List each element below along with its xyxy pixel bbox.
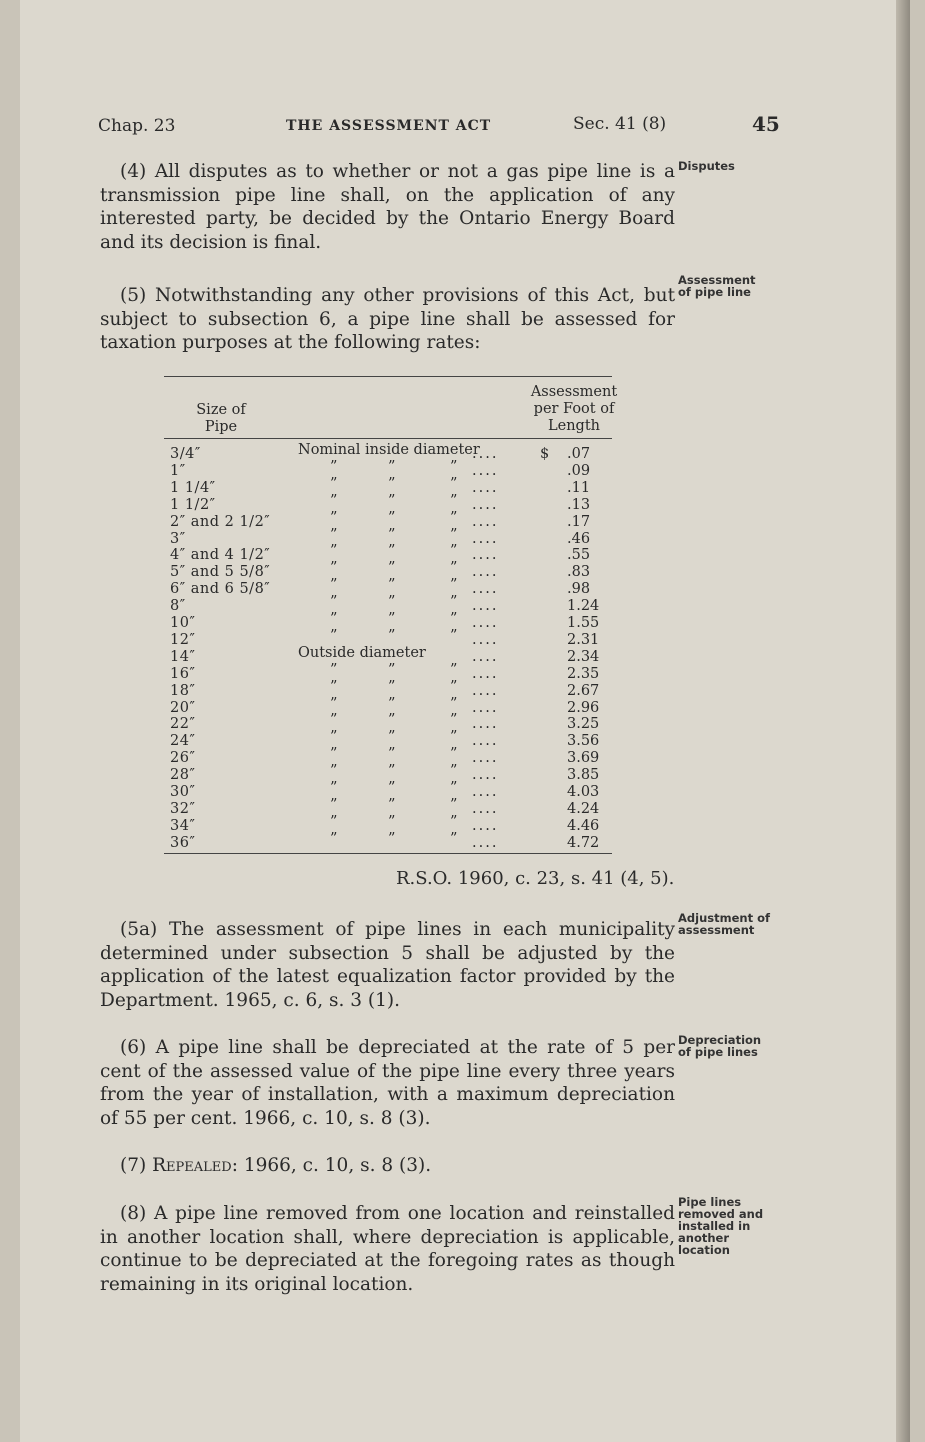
assessment-rate: 4.24 <box>567 800 600 817</box>
ditto-mark: ” <box>388 492 396 509</box>
ditto-mark: ” <box>330 458 338 475</box>
ditto-mark: ” <box>388 712 396 729</box>
pipe-size: 20″ <box>170 699 196 716</box>
statute-citation: R.S.O. 1960, c. 23, s. 41 (4, 5). <box>396 868 675 889</box>
pipe-size: 36″ <box>170 834 196 851</box>
leader-dots: .... <box>472 564 499 581</box>
ditto-mark: ” <box>330 509 338 526</box>
leader-dots: .... <box>472 530 499 547</box>
ditto-mark: ” <box>330 830 338 847</box>
ditto-mark: ” <box>450 611 458 627</box>
ditto-mark: ” <box>330 543 338 560</box>
paragraph-7-citation: : 1966, c. 10, s. 8 (3). <box>231 1155 432 1176</box>
repealed-label: Repealed <box>152 1155 232 1176</box>
ditto-mark: ” <box>388 627 396 644</box>
pipe-size: 8″ <box>170 598 186 615</box>
ditto-mark: ” <box>388 526 396 543</box>
ditto-mark: ” <box>388 475 396 492</box>
leader-dots: .... <box>472 716 499 733</box>
paragraph-8: (8) A pipe line removed from one location and reinstalled in another location shall, where depreciation is applicable, continue to be depreciated at the foregoing rates as though remaining in its original location. <box>100 1203 675 1295</box>
ditto-mark: ” <box>388 830 396 847</box>
table-rule-top <box>164 376 612 377</box>
ditto-mark: ” <box>388 611 396 627</box>
paragraph-4: (4) All disputes as to whether or not a gas pipe line is a transmission pipe line shall, on the application of any interested party, be decided by the Ontario Energy Board and its decision is final. <box>100 161 675 253</box>
table-rule-header <box>164 438 612 439</box>
ditto-mark: ” <box>330 780 338 796</box>
assessment-rate: .17 <box>567 513 591 530</box>
ditto-mark: ” <box>330 729 338 746</box>
pipe-size: 3″ <box>170 530 186 547</box>
pipe-size: 1 1/4″ <box>170 479 216 496</box>
page-edge <box>896 0 910 1442</box>
pipe-size: 34″ <box>170 817 196 834</box>
ditto-mark: ” <box>330 560 338 577</box>
ditto-mark: ” <box>388 729 396 746</box>
ditto-mark: ” <box>330 577 338 594</box>
nominal-diameter-label: Nominal inside diameter <box>298 442 480 458</box>
assessment-rate: .83 <box>567 564 591 581</box>
assessment-rate: 3.25 <box>567 716 600 733</box>
pipe-size: 32″ <box>170 800 196 817</box>
ditto-mark: ” <box>388 796 396 813</box>
pipe-size: 24″ <box>170 733 196 750</box>
pipe-size: 14″ <box>170 648 196 665</box>
ditto-mark: ” <box>388 678 396 695</box>
pipe-size: 4″ and 4 1/2″ <box>170 547 271 564</box>
assessment-rate: .13 <box>567 496 591 513</box>
ditto-mark: ” <box>330 661 338 678</box>
ditto-mark: ” <box>450 594 458 611</box>
ditto-mark: ” <box>450 695 458 712</box>
pipe-size: 28″ <box>170 767 196 784</box>
assessment-rate: .07 <box>567 446 591 462</box>
ditto-mark: ” <box>388 813 396 830</box>
ditto-mark: ” <box>450 509 458 526</box>
ditto-mark: ” <box>330 526 338 543</box>
pipe-size: 22″ <box>170 716 196 733</box>
table-row <box>170 830 610 851</box>
ditto-mark: ” <box>450 746 458 763</box>
leader-dots: .... <box>472 547 499 564</box>
ditto-mark: ” <box>388 458 396 475</box>
ditto-mark: ” <box>330 594 338 611</box>
ditto-mark: ” <box>330 492 338 509</box>
dollar-sign: $ <box>540 446 550 462</box>
ditto-mark: ” <box>388 661 396 678</box>
ditto-mark: ” <box>450 678 458 695</box>
leader-dots: .... <box>472 513 499 530</box>
assessment-column-header: Assessment per Foot of Length <box>530 384 618 434</box>
assessment-rate: .09 <box>567 462 591 479</box>
paragraph-5: (5) Notwithstanding any other provisions of this Act, but subject to subsection 6, a pipe line shall be assessed for taxation purposes at the following rates: <box>100 285 675 353</box>
ditto-mark: ” <box>450 712 458 729</box>
chapter-label: Chap. 23 <box>98 116 176 136</box>
ditto-mark: ” <box>450 526 458 543</box>
margin-note-disputes: Disputes <box>678 159 735 173</box>
ditto-mark: ” <box>450 492 458 509</box>
pipe-size: 3/4″ <box>170 446 201 462</box>
leader-dots: .... <box>472 750 499 767</box>
assessment-rate: 3.56 <box>567 733 600 750</box>
ditto-mark: ” <box>450 661 458 678</box>
ditto-mark: ” <box>388 594 396 611</box>
ditto-mark: ” <box>388 560 396 577</box>
leader-dots: .... <box>472 784 499 800</box>
leader-dots: .... <box>472 665 499 682</box>
pipe-size: 18″ <box>170 682 196 699</box>
ditto-mark: ” <box>388 543 396 560</box>
assessment-rate: 4.46 <box>567 817 600 834</box>
ditto-mark: ” <box>388 695 396 712</box>
ditto-mark: ” <box>330 712 338 729</box>
ditto-mark: ” <box>388 577 396 594</box>
assessment-rate: 4.72 <box>567 834 600 851</box>
ditto-mark: ” <box>388 763 396 780</box>
margin-note-adjustment: Adjustment of assessment <box>678 911 770 937</box>
assessment-rate: .55 <box>567 547 591 564</box>
page-number: 45 <box>752 112 780 136</box>
leader-dots: .... <box>472 800 499 817</box>
ditto-mark: ” <box>330 695 338 712</box>
assessment-rate: .98 <box>567 581 591 598</box>
pipe-size: 16″ <box>170 665 196 682</box>
ditto-mark: ” <box>450 763 458 780</box>
leader-dots: .... <box>472 496 499 513</box>
assessment-rate: 2.31 <box>567 631 600 648</box>
paragraph-7-number: (7) <box>120 1155 147 1176</box>
assessment-rate: .46 <box>567 530 591 547</box>
leader-dots: .... <box>472 631 499 648</box>
ditto-mark: ” <box>450 543 458 560</box>
ditto-mark: ” <box>450 475 458 492</box>
ditto-mark: ” <box>388 780 396 796</box>
running-header <box>98 112 778 142</box>
pipe-size: 1″ <box>170 462 186 479</box>
leader-dots: .... <box>472 446 499 462</box>
ditto-mark: ” <box>450 458 458 475</box>
leader-dots: .... <box>472 682 499 699</box>
ditto-mark: ” <box>450 577 458 594</box>
outside-diameter-label: Outside diameter <box>298 644 426 661</box>
paragraph-7 <box>100 1154 675 1178</box>
leader-dots: .... <box>472 598 499 615</box>
ditto-mark: ” <box>450 796 458 813</box>
pipe-size: 26″ <box>170 750 196 767</box>
ditto-mark: ” <box>330 627 338 644</box>
ditto-mark: ” <box>388 509 396 526</box>
assessment-rate: 4.03 <box>567 784 600 800</box>
margin-note-assessment: Assessment of pipe line <box>678 273 756 299</box>
leader-dots: .... <box>472 462 499 479</box>
pipe-size: 6″ and 6 5/8″ <box>170 581 271 598</box>
paragraph-6: (6) A pipe line shall be depreciated at the rate of 5 per cent of the assessed value of the pipe line every three years from the year of installation, with a maximum depreciation of 55 per cent. 1966, c. 10, s. 8 (3). <box>100 1037 675 1129</box>
pipe-size: 30″ <box>170 784 196 800</box>
act-title: THE ASSESSMENT ACT <box>286 118 492 134</box>
size-column-header: Size of Pipe <box>196 402 246 435</box>
ditto-mark: ” <box>330 475 338 492</box>
paragraph-5a: (5a) The assessment of pipe lines in each municipality determined under subsection 5 shall be adjusted by the application of the latest equalization factor provided by the Department. 1965, c. 6, s. 3 (1). <box>100 919 675 1011</box>
assessment-rate: 1.55 <box>567 615 600 631</box>
assessment-rate: 2.67 <box>567 682 600 699</box>
ditto-mark: ” <box>450 780 458 796</box>
assessment-rate: 2.96 <box>567 699 600 716</box>
leader-dots: .... <box>472 817 499 834</box>
ditto-mark: ” <box>388 746 396 763</box>
table-rule-bottom <box>164 853 612 854</box>
ditto-mark: ” <box>330 763 338 780</box>
assessment-rate: .11 <box>567 479 591 496</box>
pipe-size: 12″ <box>170 631 196 648</box>
pipe-size: 1 1/2″ <box>170 496 216 513</box>
leader-dots: .... <box>472 479 499 496</box>
leader-dots: .... <box>472 581 499 598</box>
leader-dots: .... <box>472 834 499 851</box>
leader-dots: .... <box>472 699 499 716</box>
ditto-mark: ” <box>330 678 338 695</box>
ditto-mark: ” <box>330 746 338 763</box>
assessment-rate: 2.35 <box>567 665 600 682</box>
pipe-size: 2″ and 2 1/2″ <box>170 513 271 530</box>
ditto-mark: ” <box>450 729 458 746</box>
pipe-size: 5″ and 5 5/8″ <box>170 564 271 581</box>
ditto-mark: ” <box>450 830 458 847</box>
leader-dots: .... <box>472 733 499 750</box>
section-label: Sec. 41 (8) <box>573 114 667 134</box>
margin-note-removed: Pipe lines removed and installed in another location <box>678 1195 764 1257</box>
pipe-size: 10″ <box>170 615 196 631</box>
leader-dots: .... <box>472 615 499 631</box>
leader-dots: .... <box>472 648 499 665</box>
assessment-rate: 2.34 <box>567 648 600 665</box>
leader-dots: .... <box>472 767 499 784</box>
assessment-rate: 3.85 <box>567 767 600 784</box>
ditto-mark: ” <box>330 813 338 830</box>
assessment-rate: 3.69 <box>567 750 600 767</box>
ditto-mark: ” <box>450 813 458 830</box>
ditto-mark: ” <box>450 560 458 577</box>
margin-note-depreciation: Depreciation of pipe lines <box>678 1033 762 1059</box>
ditto-mark: ” <box>330 796 338 813</box>
ditto-mark: ” <box>330 611 338 627</box>
assessment-rate: 1.24 <box>567 598 600 615</box>
ditto-mark: ” <box>450 627 458 644</box>
